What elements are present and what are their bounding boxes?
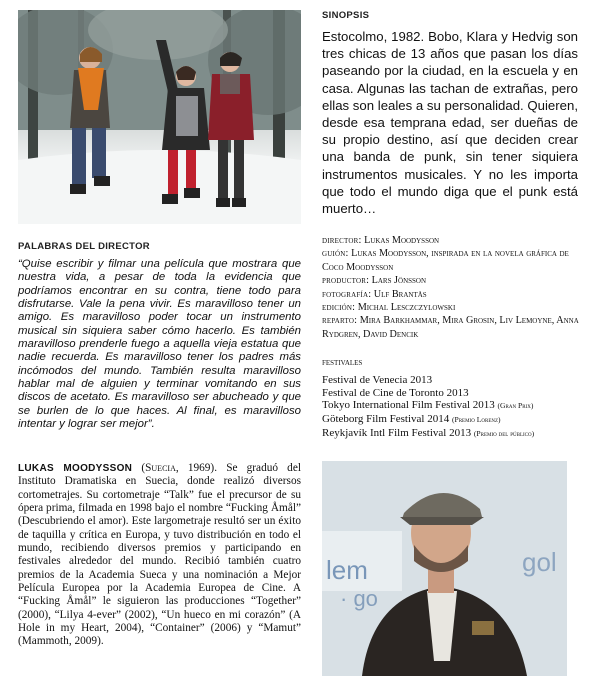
credit-producer: productor: Lars Jönsson — [322, 275, 427, 287]
festival-item: Reykjavík Intl Film Festival 2013 (Premio del público) — [322, 426, 535, 439]
festival-item: Festival de Cine de Toronto 2013 — [322, 386, 469, 399]
credit-editing: edición: Michal Lesczczylowski — [322, 302, 456, 314]
director-portrait-photo — [322, 461, 567, 676]
svg-text:lem: lem — [326, 555, 368, 585]
credits-list — [322, 234, 587, 341]
synopsis-heading: SINOPSIS — [322, 10, 370, 21]
director-quote: “Quise escribir y filmar una película que mostrara que nuestra vida, a pesar de toda la evidencia que podríamos encontrar en su contra, tiene todo para disfrutarse. Vale la pena vivir. Es maravilloso tener un amigo. Es maravilloso poder tocar un instrumento musical sin siquiera saber cómo hacerlo. Es también maravilloso prenderle fuego a aquella vieja estatua que nadie recuerda. Es maravilloso tener los padres más incómodos del mundo. También resulta maravilloso hablar mal de alguien y terminar vomitando en sus discos de acetato. Es maravilloso ser abucheado y que se burlen de lo que haces. Al final, es maravilloso intentar y lograr ser mejor”. — [18, 258, 301, 431]
director-portrait-illustration — [322, 461, 567, 676]
director-bio — [18, 462, 301, 649]
festival-item: Festival de Venecia 2013 — [322, 373, 433, 386]
director-words-heading: PALABRAS DEL DIRECTOR — [18, 241, 150, 252]
director-bio-text: Se graduó del Instituto Dramatiska en Suecia, donde realizó diversos cortometrajes. Su cortometraje “Talk” fue el precursor de su ópera prima, filmada en 1998 bajo el nombre “Fucking Åmål” (Descubriendo el amor). Este largometraje resultó ser un éxito de taquilla y crítica en Europa, y tuvo distribución en todo el mundo, recibiendo diversos premios y participando en festivales alrededor del mundo. Recibió también cuatro premios de la Academia Sueca y una nominación a Mejor Película Europea por la Academia Europea de Cine. A “Fucking Åmål” le siguieron las producciones “Together” (2000), “Lilya 4-ever” (2002), “Un hueco en mi corazón” (A Hole in my Heart, 2004), “Container” (2006) y “Mamut” (Mammoth, 2009). — [18, 462, 301, 648]
festivals-list — [322, 357, 592, 441]
svg-text:gol: gol — [522, 547, 557, 577]
svg-text:· go: · go — [340, 586, 378, 611]
film-still-illustration — [18, 10, 301, 224]
credit-director: director: Lukas Moodysson — [322, 235, 440, 246]
festival-item: Göteborg Film Festival 2014 (Premio Lorenz) — [322, 413, 501, 426]
director-name: LUKAS MOODYSSON — [18, 463, 133, 474]
credit-script: guión: Lukas Moodysson, inspirada en la novela gráfica de Coco Moodysson — [322, 248, 569, 273]
credit-cast: reparto: Mira Barkhammar, Mira Grosin, Liv Lemoyne, Anna Rydgren, David Dencik — [322, 315, 579, 340]
director-nationality: (Suecia, 1969). — [141, 462, 218, 474]
credit-photography: fotografía: Ulf Brantås — [322, 288, 427, 300]
synopsis-text: Estocolmo, 1982. Bobo, Klara y Hedvig son tres chicas de 13 años que pasan los días paseando por la ciudad, en la escuela y en casa. Algunas las tachan de extrañas, pero ellas son leales a su personalidad. Quieren, desde esa temprana edad, ser dueñas de su propio destino, así que deciden crear una banda de punk, sin tener siquiera instrumentos musicales. Y no les importa que todo el mundo diga que el punk está muerto… — [322, 29, 578, 217]
film-still-photo — [18, 10, 301, 224]
festival-item: Tokyo International Film Festival 2013 (Gran Prix) — [322, 399, 534, 412]
festivals-heading: festivales — [322, 357, 363, 368]
